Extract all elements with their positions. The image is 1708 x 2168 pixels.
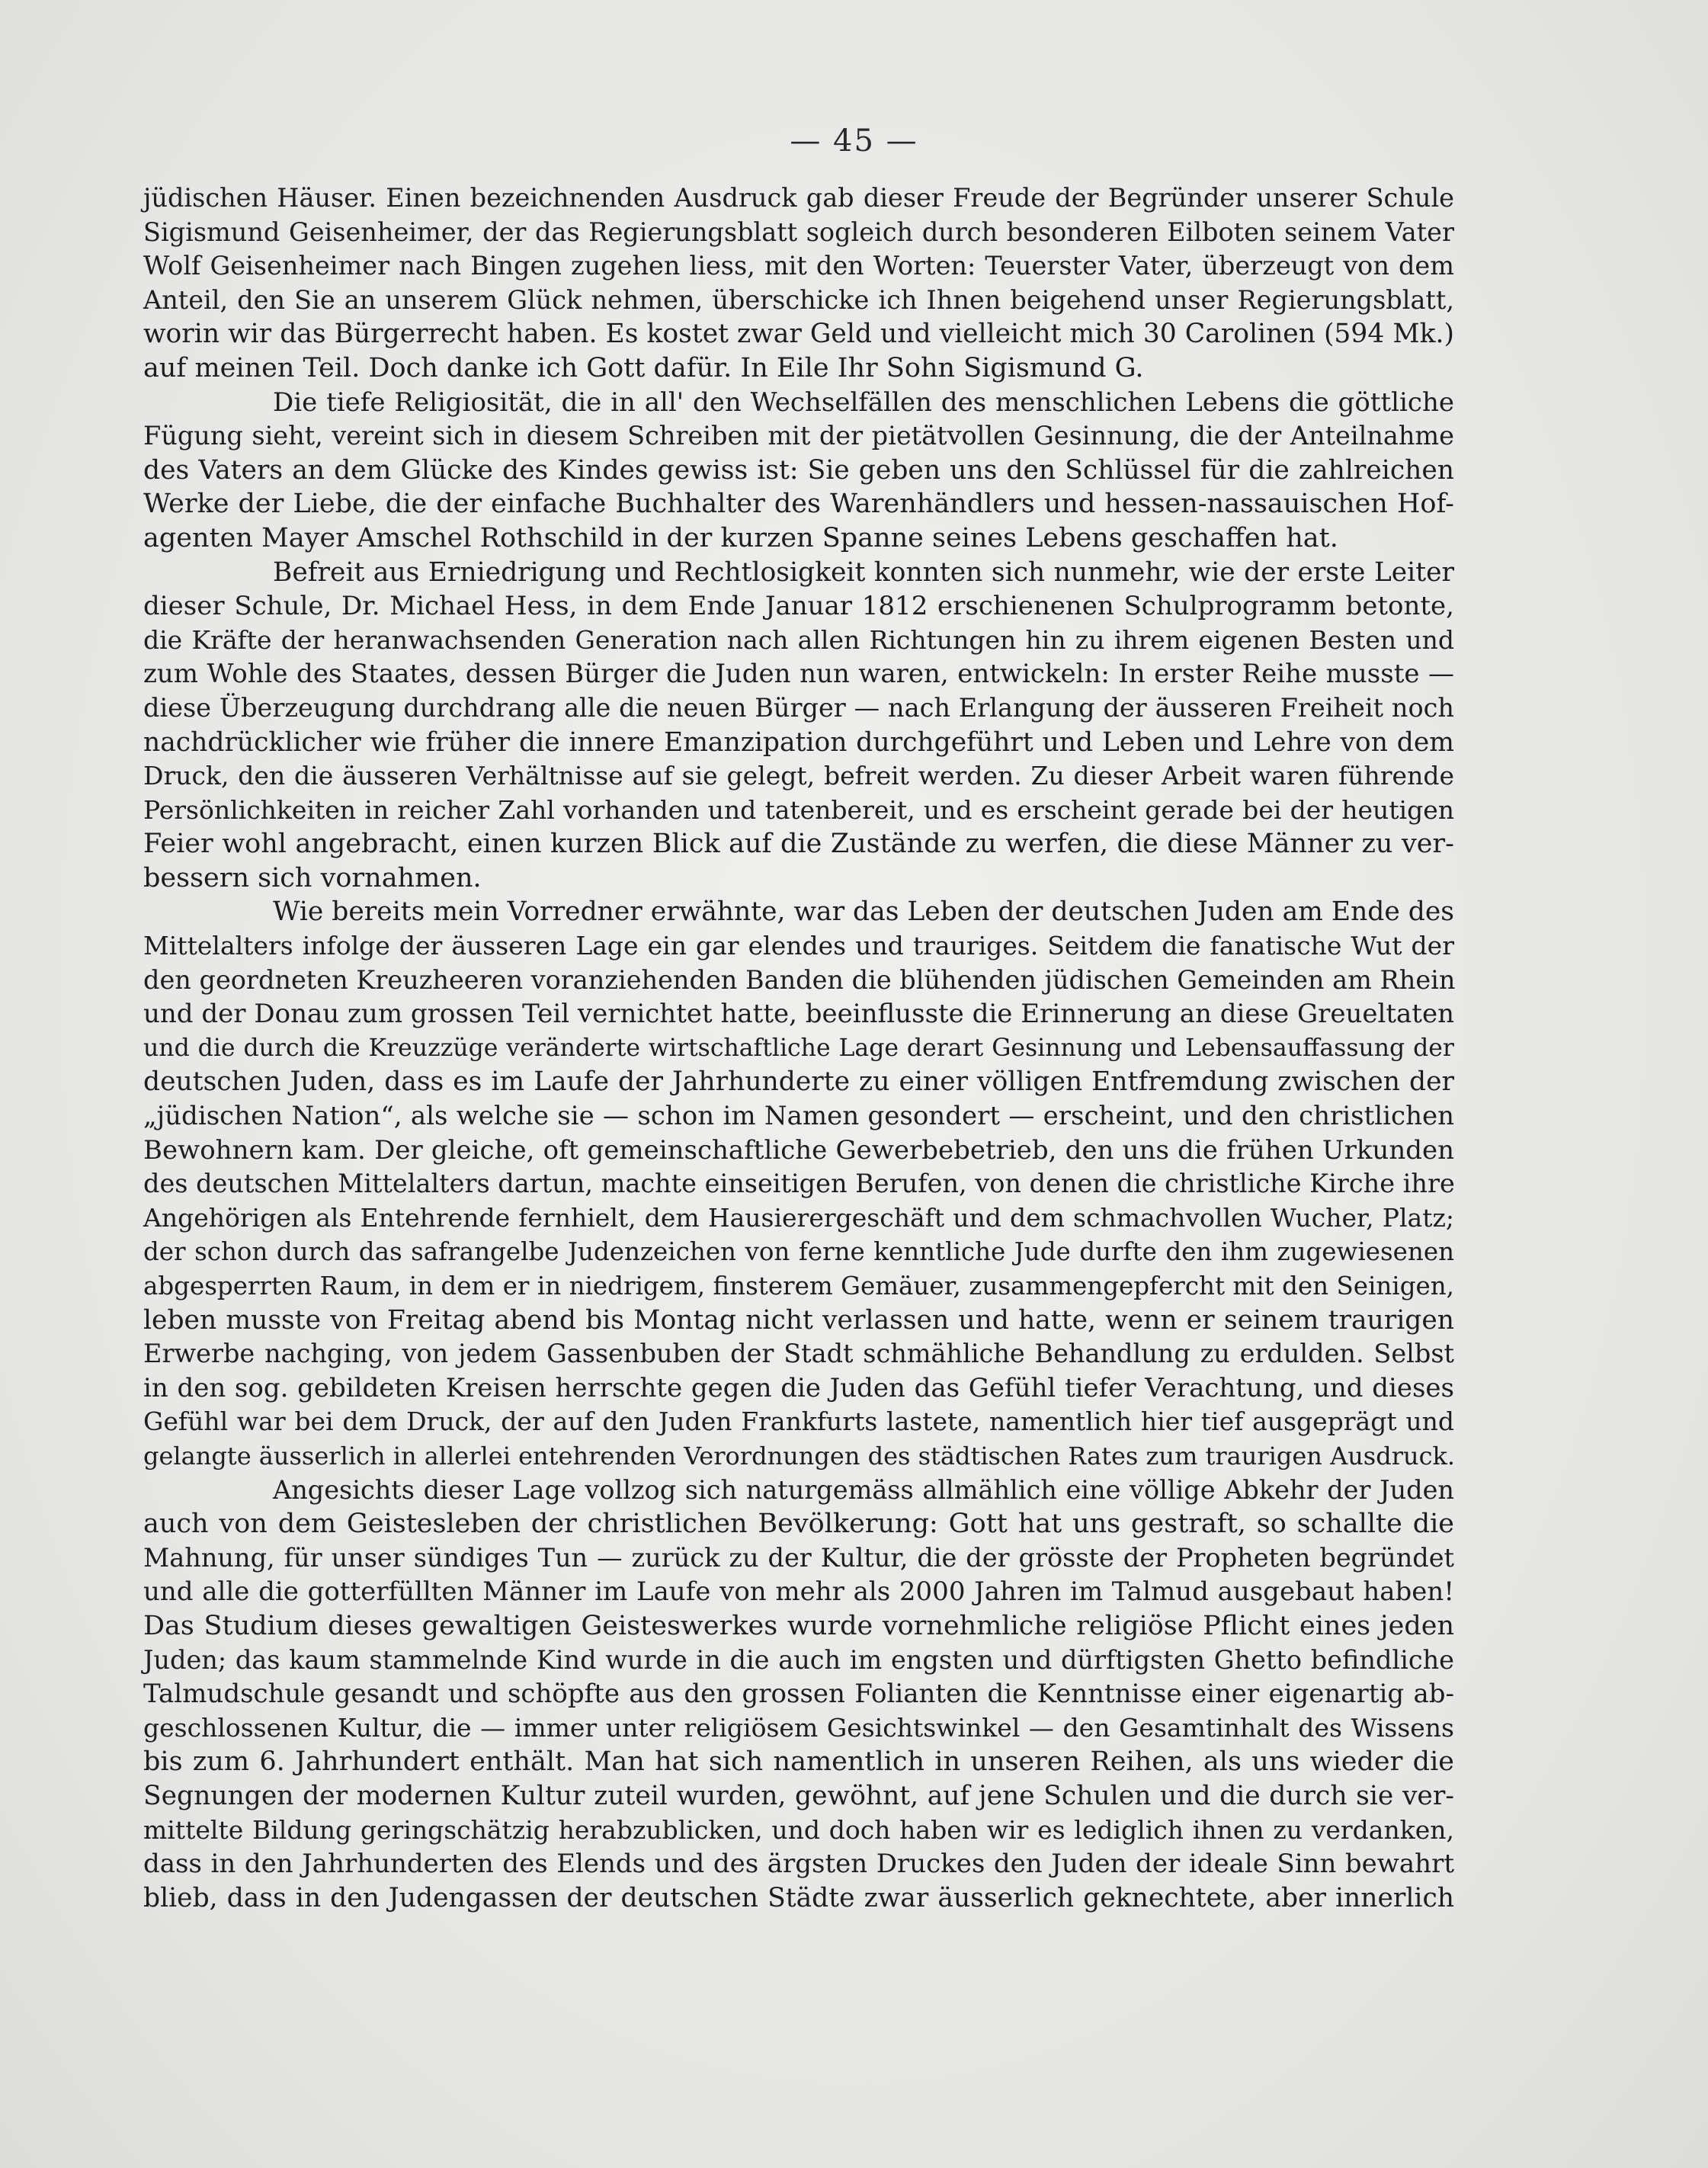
text-line: Feier wohl angebracht, einen kurzen Blick auf die Zustände zu werfen, die diese Männer zu ver- [143,829,1454,860]
text-line: Persönlichkeiten in reicher Zahl vorhanden und tatenbereit, und es erscheint gerade bei der heutigen [143,794,1454,825]
text-line: Werke der Liebe, die der einfache Buchhalter des Warenhändlers und hessen-nassauischen Hof- [143,489,1454,520]
text-line: Mahnung, für unser sündiges Tun — zurück zu der Kultur, die der grösste der Propheten begründet [143,1542,1454,1573]
text-line: und alle die gotterfüllten Männer im Laufe von mehr als 2000 Jahren im Talmud ausgebaut haben! [143,1576,1454,1608]
text-line: die Kräfte der heranwachsenden Generation nach allen Richtungen hin zu ihrem eigenen Besten und [143,624,1454,655]
text-line: Mittelalters infolge der äusseren Lage ein gar elendes und trauriges. Seitdem die fanatische Wut der [143,931,1454,961]
text-line: Angesichts dieser Lage vollzog sich naturgemäss allmählich eine völlige Abkehr der Juden [273,1474,1454,1505]
text-line: blieb, dass in den Judengassen der deutschen Städte zwar äusserlich geknechtete, aber innerlich [143,1882,1454,1913]
text-line: und die durch die Kreuzzüge veränderte wirtschaftliche Lage derart Gesinnung und Lebensauffassung der [143,1034,1454,1062]
text-line: abgesperrten Raum, in dem er in niedrigem, finsterem Gemäuer, zusammengepfercht mit den Seinigen, [143,1272,1454,1300]
text-line: deutschen Juden, dass es im Laufe der Jahrhunderte zu einer völligen Entfremdung zwischen der [143,1066,1454,1098]
text-line: Angehörigen als Entehrende fernhielt, dem Hausierergeschäft und dem schmachvollen Wucher, Platz; [143,1202,1454,1233]
text-line: bis zum 6. Jahrhundert enthält. Man hat sich namentlich in unseren Reihen, als uns wieder die [143,1746,1454,1778]
text-line: bessern sich vornahmen. [143,862,482,893]
text-line: gelangte äusserlich in allerlei entehrenden Verordnungen des städtischen Rates zum traurigen Ausdruck. [143,1441,1456,1470]
text-line: Das Studium dieses gewaltigen Geisteswerkes wurde vornehmliche religiöse Pflicht eines jeden [143,1610,1454,1641]
text-line: der schon durch das safrangelbe Judenzeichen von ferne kenntliche Jude durfte den ihm zugewiesenen [143,1237,1454,1267]
text-line: auch von dem Geistesleben der christlichen Bevölkerung: Gott hat uns gestraft, so schallte die [143,1509,1454,1540]
text-line: Sigismund Geisenheimer, der das Regierungsblatt sogleich durch besonderen Eilboten seinem Vater [143,216,1454,247]
text-line: des Vaters an dem Glücke des Kindes gewiss ist: Sie geben uns den Schlüssel für die zahlreichen [143,454,1454,486]
text-line: „jüdischen Nation“, als welche sie — schon im Namen gesondert — erscheint, und den christlichen [143,1101,1454,1132]
body-text [143,181,1454,1915]
text-line: leben musste von Freitag abend bis Montag nicht verlassen und hatte, wenn er seinem traurigen [143,1304,1454,1336]
text-line: Bewohnern kam. Der gleiche, oft gemeinschaftliche Gewerbebetrieb, den uns die frühen Urkunden [143,1134,1454,1166]
text-line: Anteil, den Sie an unserem Glück nehmen, überschicke ich Ihnen beigehend unser Regierungsblatt, [143,284,1454,315]
text-line: nachdrücklicher wie früher die innere Emanzipation durchgeführt und Leben und Lehre von dem [143,726,1454,758]
text-line: Juden; das kaum stammelnde Kind wurde in die auch im engsten und dürftigsten Ghetto befindliche [143,1644,1454,1675]
text-line: geschlossenen Kultur, die — immer unter religiösem Gesichtswinkel — den Gesamtinhalt des Wissens [143,1712,1454,1743]
text-line: zum Wohle des Staates, dessen Bürger die Juden nun waren, entwickeln: In erster Reihe musste — [143,659,1454,690]
text-line: Fügung sieht, vereint sich in diesem Schreiben mit der pietätvollen Gesinnung, die der Anteilnahme [143,421,1454,451]
text-line: auf meinen Teil. Doch danke ich Gott dafür. In Eile Ihr Sohn Sigismund G. [143,352,1144,383]
text-line: dieser Schule, Dr. Michael Hess, in dem Ende Januar 1812 erschienenen Schulprogramm betonte, [143,591,1454,622]
text-line: Wie bereits mein Vorredner erwähnte, war das Leben der deutschen Juden am Ende des [273,896,1454,928]
text-line: Wolf Geisenheimer nach Bingen zugehen liess, mit den Worten: Teuerster Vater, überzeugt von dem [143,251,1454,281]
text-line: worin wir das Bürgerrecht haben. Es kostet zwar Geld und vielleicht mich 30 Carolinen (594 Mk.) [143,319,1454,350]
text-line: Erwerbe nachging, von jedem Gassenbuben der Stadt schmähliche Behandlung zu erdulden. Selbst [143,1339,1454,1369]
text-line: in den sog. gebildeten Kreisen herrschte gegen die Juden das Gefühl tiefer Verachtung, und dieses [143,1372,1454,1403]
page-number: — 45 — [790,123,918,159]
text-line: Die tiefe Religiosität, die in all' den Wechselfällen des menschlichen Lebens die göttliche [273,386,1454,418]
text-line: jüdischen Häuser. Einen bezeichnenden Ausdruck gab dieser Freude der Begründer unserer Schule [143,183,1454,213]
text-line: Befreit aus Erniedrigung und Rechtlosigkeit konnten sich nunmehr, wie der erste Leiter [273,556,1454,588]
text-line: Gefühl war bei dem Druck, der auf den Juden Frankfurts lastete, namentlich hier tief ausgeprägt und [143,1406,1454,1437]
text-line: Talmudschule gesandt und schöpfte aus den grossen Folianten die Kenntnisse einer eigenartig ab- [143,1679,1454,1710]
text-line: diese Überzeugung durchdrang alle die neuen Bürger — nach Erlangung der äusseren Freiheit noch [143,692,1454,723]
text-line: den geordneten Kreuzheeren voranziehenden Banden die blühenden jüdischen Gemeinden am Rhein [143,964,1456,995]
text-line: dass in den Jahrhunderten des Elends und des ärgsten Druckes den Juden der ideale Sinn bewahrt [143,1849,1454,1880]
text-line: des deutschen Mittelalters dartun, machte einseitigen Berufen, von denen die christliche Kirche ihre [143,1169,1455,1199]
text-line: Segnungen der modernen Kultur zuteil wurden, gewöhnt, auf jene Schulen und die durch sie ver- [143,1780,1454,1811]
text-line: Druck, den die äusseren Verhältnisse auf sie gelegt, befreit werden. Zu dieser Arbeit waren führende [143,761,1454,791]
text-line: agenten Mayer Amschel Rothschild in der kurzen Spanne seines Lebens geschaffen hat. [143,522,1338,553]
text-line: und der Donau zum grossen Teil vernichtet hatte, beeinflusste die Erinnerung an diese Greueltaten [143,999,1454,1030]
text-line: mittelte Bildung geringschätzig herabzublicken, und doch haben wir es lediglich ihnen zu verdanken, [143,1814,1454,1845]
